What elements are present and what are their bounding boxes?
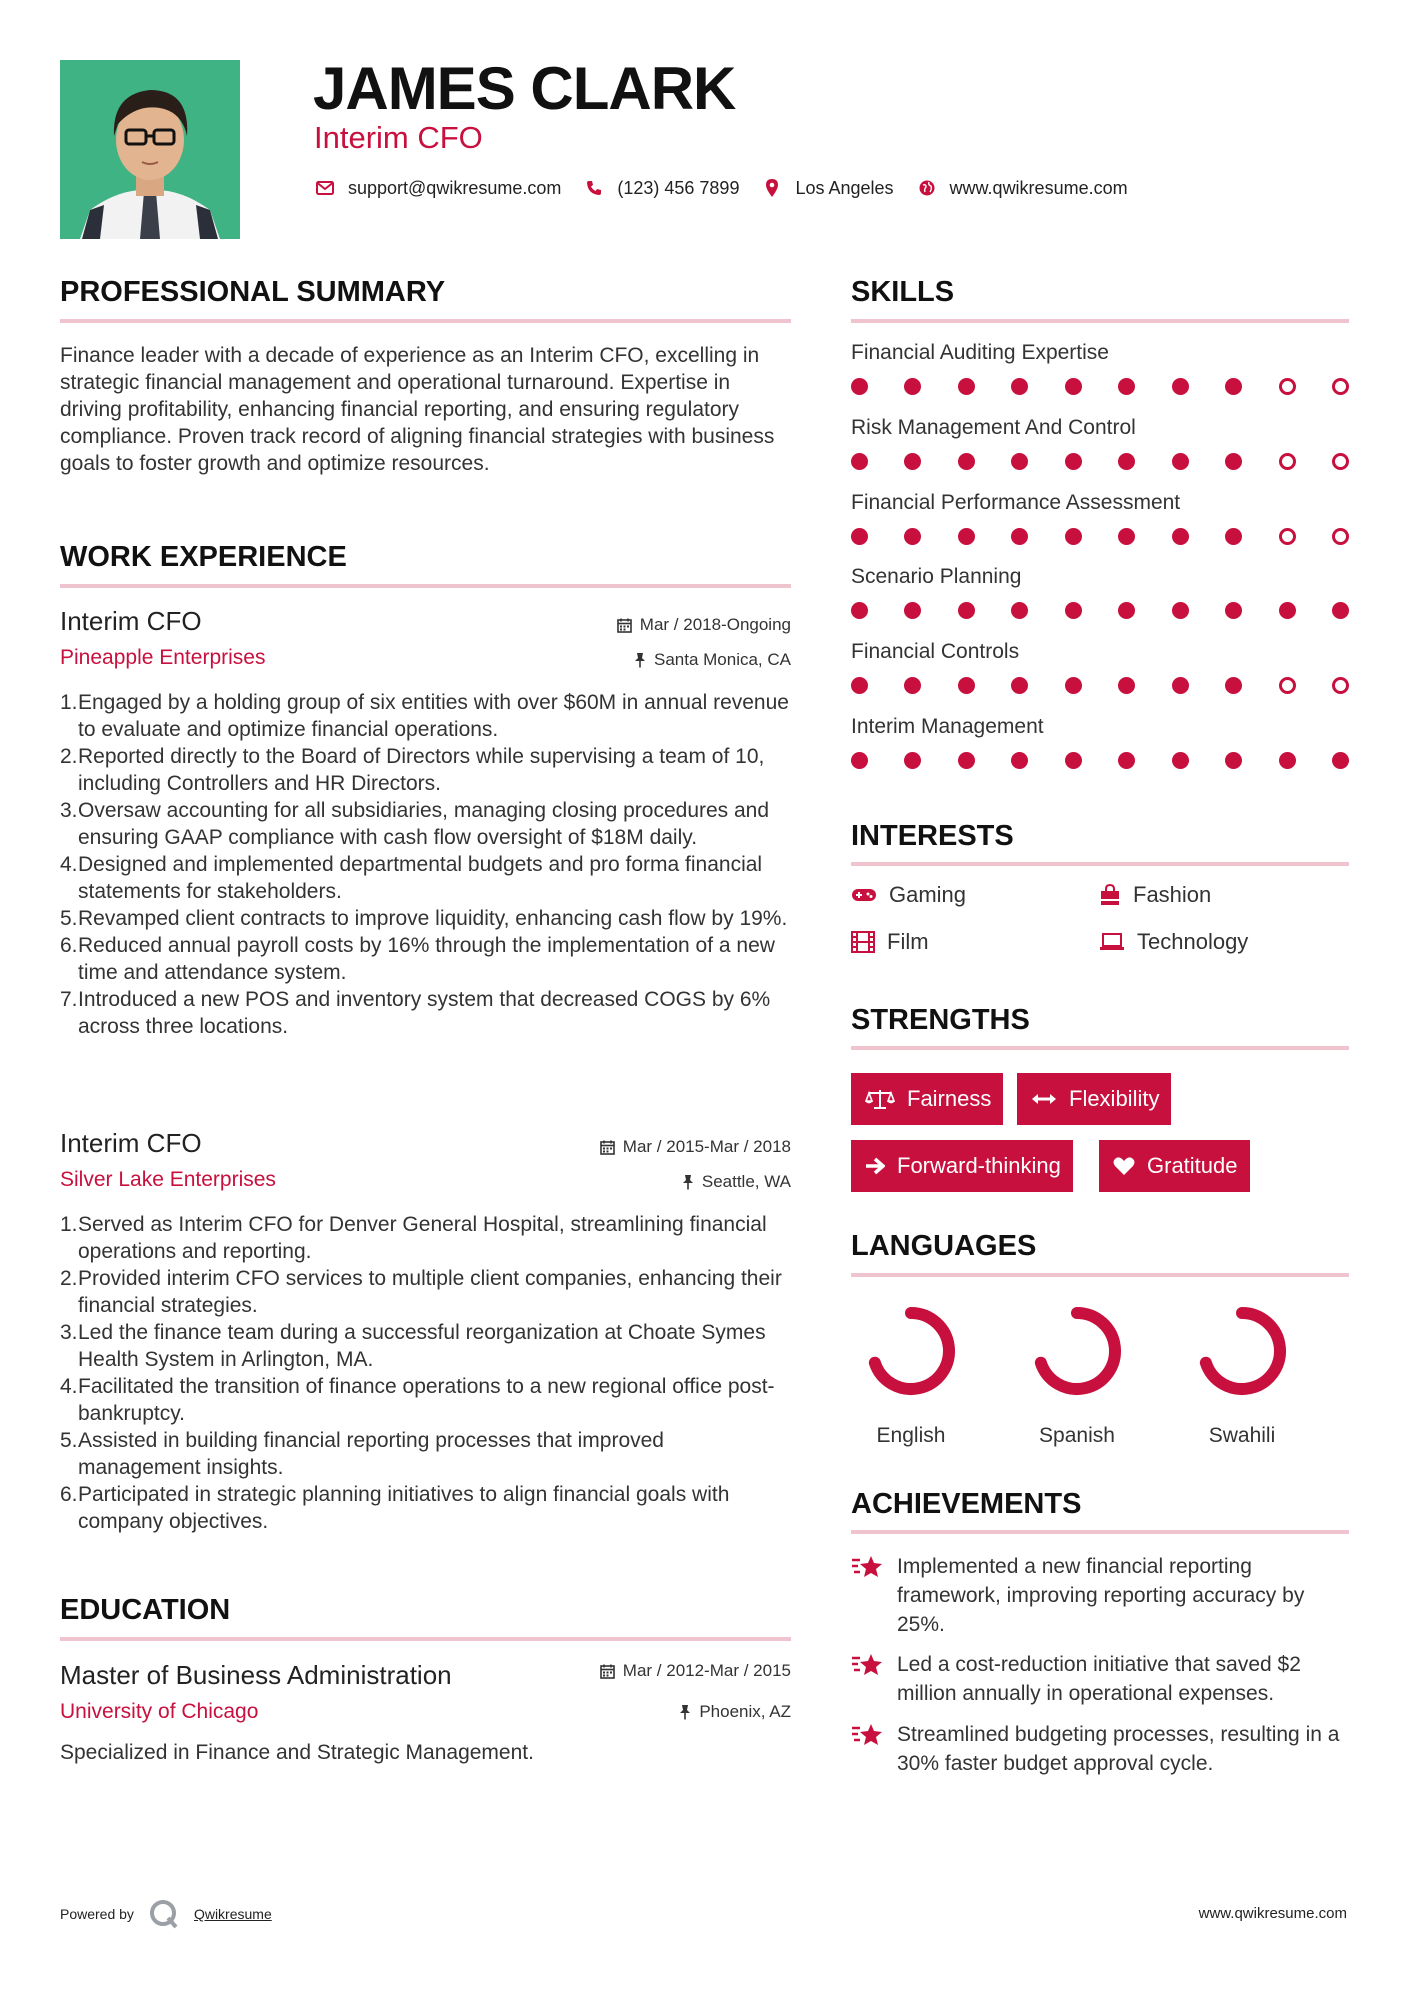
heart-icon — [1113, 1156, 1135, 1176]
skill-dot-filled — [1172, 752, 1189, 769]
skill-dot-filled — [1011, 602, 1028, 619]
strength-badge — [1017, 1073, 1171, 1125]
list-item: 7. Introduced a new POS and inventory system that decreased COGS by 6% across three locations. — [60, 988, 771, 1038]
footer-powered-by — [60, 1898, 272, 1930]
calendar-icon — [600, 1664, 615, 1679]
shooting-star-icon — [851, 1722, 883, 1748]
balance-scale-icon — [865, 1088, 895, 1110]
skill-item — [851, 565, 1349, 640]
skill-dot-filled — [1225, 752, 1242, 769]
laptop-icon — [1099, 932, 1125, 952]
contact-phone[interactable]: (123) 456 7899 — [617, 177, 740, 198]
interests-divider — [851, 862, 1349, 866]
skill-dot-empty — [1332, 453, 1349, 470]
list-item: 1. Engaged by a holding group of six entities with over $60M in annual revenue to evaluate and optimize financial operations. — [60, 691, 789, 741]
skill-dot-filled — [1065, 677, 1082, 694]
skill-dot-filled — [1172, 528, 1189, 545]
skill-dot-empty — [1279, 528, 1296, 545]
skill-item — [851, 341, 1349, 416]
strength-badge — [851, 1140, 1073, 1192]
skill-dot-filled — [1118, 602, 1135, 619]
experience-divider — [60, 584, 791, 588]
job-bullets — [60, 1211, 791, 1535]
powered-by-label: Powered by — [60, 1906, 134, 1922]
list-item: 2. Reported directly to the Board of Directors while supervising a team of 10, including Controllers and HR Directors. — [60, 745, 765, 795]
contact-bar — [314, 177, 1150, 199]
skill-dot-filled — [1225, 677, 1242, 694]
achievements-divider — [851, 1530, 1349, 1534]
phone-icon — [583, 177, 605, 199]
skill-dot-filled — [1065, 453, 1082, 470]
skill-dot-filled — [904, 752, 921, 769]
list-item: 5. Assisted in building financial reporting processes that improved management insights. — [60, 1429, 664, 1479]
job-dates-text: Mar / 2018-Ongoing — [639, 615, 791, 634]
skill-item — [851, 640, 1349, 715]
education-title: EDUCATION — [60, 1594, 231, 1626]
job-dates-text: Mar / 2015-Mar / 2018 — [622, 1137, 791, 1156]
list-item: 5. Revamped client contracts to improve liquidity, enhancing cash flow by 19%. — [60, 907, 788, 930]
language-level-ring — [1192, 1301, 1292, 1401]
skill-dot-filled — [958, 378, 975, 395]
skill-dot-filled — [1332, 752, 1349, 769]
candidate-name: JAMES CLARK — [313, 55, 736, 122]
skill-dot-filled — [1172, 602, 1189, 619]
footer-website[interactable]: www.qwikresume.com — [1198, 1905, 1347, 1922]
skill-name: Financial Performance Assessment — [851, 491, 1181, 514]
interest-label: Technology — [1137, 929, 1249, 954]
skill-dot-filled — [851, 528, 868, 545]
interest-label: Fashion — [1133, 882, 1212, 907]
candidate-role: Interim CFO — [314, 120, 483, 155]
achievement-item — [851, 1552, 1349, 1639]
calendar-icon — [617, 618, 632, 633]
summary-divider — [60, 319, 791, 323]
interest-item — [1099, 882, 1211, 908]
strength-label: Fairness — [907, 1086, 992, 1111]
skill-dot-filled — [1172, 453, 1189, 470]
skill-dot-filled — [1225, 528, 1242, 545]
skills-list — [851, 341, 1349, 790]
strengths-divider — [851, 1046, 1349, 1050]
calendar-icon — [600, 1140, 615, 1155]
skill-dot-filled — [851, 378, 868, 395]
languages-divider — [851, 1273, 1349, 1277]
education-dates — [391, 1661, 791, 1681]
skill-name: Risk Management And Control — [851, 416, 1136, 439]
skill-dot-filled — [851, 453, 868, 470]
skill-dot-filled — [1332, 602, 1349, 619]
job-title: Interim CFO — [60, 1128, 202, 1158]
list-item: 6. Reduced annual payroll costs by 16% through the implementation of a new time and attendance system. — [60, 934, 775, 984]
job-company: Silver Lake Enterprises — [60, 1168, 276, 1191]
skill-dot-filled — [958, 752, 975, 769]
achievement-item — [851, 1720, 1349, 1778]
achievements-title: ACHIEVEMENTS — [851, 1488, 1082, 1520]
shopping-bag-icon — [1099, 884, 1121, 906]
pushpin-icon — [634, 652, 646, 668]
skill-dot-filled — [1225, 602, 1242, 619]
skill-dot-filled — [1065, 378, 1082, 395]
skill-dot-empty — [1279, 453, 1296, 470]
language-label: Swahili — [1208, 1424, 1276, 1447]
strength-label: Gratitude — [1147, 1153, 1238, 1178]
skill-dot-filled — [1118, 752, 1135, 769]
list-item: 1. Served as Interim CFO for Denver General Hospital, streamlining financial operations and reporting. — [60, 1213, 767, 1263]
skill-dot-filled — [1118, 378, 1135, 395]
list-item: 3. Led the finance team during a successful reorganization at Choate Symes Health System in Arlington, MA. — [60, 1321, 766, 1371]
skill-dot-filled — [1011, 378, 1028, 395]
skill-dot-filled — [1279, 602, 1296, 619]
interest-label: Gaming — [889, 882, 967, 907]
language-label: English — [876, 1424, 946, 1447]
skill-dot-filled — [904, 602, 921, 619]
summary-title: PROFESSIONAL SUMMARY — [60, 276, 446, 308]
strength-badge — [851, 1073, 1003, 1125]
skill-dot-filled — [1172, 378, 1189, 395]
achievement-text: Led a cost-reduction initiative that saved $2 million annually in operational expenses. — [897, 1653, 1301, 1705]
skill-dot-filled — [1011, 528, 1028, 545]
job-location — [391, 650, 791, 670]
achievement-item — [851, 1650, 1349, 1708]
skill-dot-filled — [1279, 752, 1296, 769]
job-location — [391, 1172, 791, 1192]
pushpin-icon — [679, 1704, 691, 1720]
education-degree: Master of Business Administration — [60, 1660, 452, 1690]
profile-photo — [60, 60, 240, 239]
skill-dot-filled — [958, 528, 975, 545]
language-level-arc — [1041, 1313, 1115, 1389]
strengths-title: STRENGTHS — [851, 1004, 1030, 1036]
skill-rating — [851, 378, 1349, 395]
skill-dot-filled — [1065, 602, 1082, 619]
summary-text: Finance leader with a decade of experience as an Interim CFO, excelling in strategic financial management and operational turnaround. Expertise in driving profitability, enhancing financial reporting, and ensuring regulatory compliance. Proven track record of aligning financial strategies with business goals to foster growth and optimize resources. — [60, 344, 775, 475]
language-label: Spanish — [1039, 1424, 1115, 1447]
skill-dot-empty — [1332, 378, 1349, 395]
skill-dot-filled — [851, 602, 868, 619]
skill-dot-empty — [1279, 378, 1296, 395]
contact-website[interactable]: www.qwikresume.com — [949, 177, 1128, 198]
skill-dot-filled — [904, 378, 921, 395]
skill-dot-filled — [958, 453, 975, 470]
shooting-star-icon — [851, 1652, 883, 1678]
strength-label: Flexibility — [1069, 1086, 1160, 1111]
skill-item — [851, 715, 1349, 790]
skill-dot-filled — [1011, 677, 1028, 694]
languages-title: LANGUAGES — [851, 1230, 1037, 1262]
skill-dot-filled — [904, 453, 921, 470]
language-level-arc — [875, 1313, 949, 1389]
skill-dot-filled — [851, 677, 868, 694]
skill-name: Scenario Planning — [851, 565, 1022, 588]
skill-name: Interim Management — [851, 715, 1044, 738]
skills-title: SKILLS — [851, 276, 955, 308]
job-dates — [391, 615, 791, 635]
experience-title: WORK EXPERIENCE — [60, 541, 347, 573]
language-level-ring — [861, 1301, 961, 1401]
map-marker-icon — [761, 177, 783, 199]
interest-item — [851, 929, 929, 955]
skill-dot-filled — [1225, 378, 1242, 395]
skill-dot-filled — [851, 752, 868, 769]
skill-dot-filled — [904, 528, 921, 545]
achievement-text: Implemented a new financial reporting framework, improving reporting accuracy by 25%. — [897, 1555, 1305, 1636]
interests-title: INTERESTS — [851, 820, 1014, 852]
qwikresume-logo-icon — [148, 1898, 180, 1930]
skill-dot-filled — [1118, 528, 1135, 545]
list-item: 6. Participated in strategic planning initiatives to align financial goals with company objectives. — [60, 1483, 730, 1533]
list-item: 2. Provided interim CFO services to multiple client companies, enhancing their financial strategies. — [60, 1267, 782, 1317]
skill-dot-filled — [958, 677, 975, 694]
skills-divider — [851, 319, 1349, 323]
strength-badge — [1099, 1140, 1250, 1192]
skill-name: Financial Auditing Expertise — [851, 341, 1109, 364]
job-location-text: Seattle, WA — [701, 1172, 791, 1191]
language-item — [1187, 1301, 1297, 1448]
shooting-star-icon — [851, 1554, 883, 1580]
contact-email[interactable]: support@qwikresume.com — [348, 177, 562, 198]
skill-name: Financial Controls — [851, 640, 1020, 663]
interest-label: Film — [887, 929, 929, 954]
pushpin-icon — [682, 1174, 694, 1190]
brand-link[interactable]: Qwikresume — [193, 1906, 272, 1922]
education-note: Specialized in Finance and Strategic Management. — [60, 1741, 534, 1764]
skill-item — [851, 491, 1349, 565]
language-item — [856, 1301, 966, 1448]
skill-dot-filled — [1225, 453, 1242, 470]
skill-dot-filled — [1065, 752, 1082, 769]
skill-item — [851, 416, 1349, 491]
skill-dot-filled — [958, 602, 975, 619]
contact-location: Los Angeles — [795, 177, 894, 198]
interest-item — [851, 882, 966, 908]
skill-rating — [851, 528, 1349, 545]
job-location-text: Santa Monica, CA — [653, 650, 791, 669]
strength-label: Forward-thinking — [897, 1153, 1061, 1178]
globe-icon — [916, 177, 938, 199]
job-company: Pineapple Enterprises — [60, 646, 266, 669]
skill-rating — [851, 602, 1349, 619]
language-level-arc — [1206, 1313, 1280, 1389]
skill-dot-filled — [1011, 752, 1028, 769]
skill-dot-filled — [1118, 453, 1135, 470]
skill-dot-filled — [1011, 453, 1028, 470]
gamepad-icon — [851, 887, 877, 903]
arrow-right-icon — [865, 1157, 885, 1175]
skill-dot-filled — [1118, 677, 1135, 694]
job-dates — [391, 1137, 791, 1157]
list-item: 4. Facilitated the transition of finance operations to a new regional office post-bankruptcy. — [60, 1375, 775, 1425]
language-level-ring — [1027, 1301, 1127, 1401]
skill-dot-empty — [1332, 677, 1349, 694]
language-item — [1022, 1301, 1132, 1448]
skill-dot-filled — [904, 677, 921, 694]
skill-rating — [851, 752, 1349, 769]
education-school: University of Chicago — [60, 1700, 259, 1723]
skill-dot-empty — [1279, 677, 1296, 694]
job-bullets — [60, 689, 791, 1040]
envelope-icon — [314, 177, 336, 199]
list-item: 4. Designed and implemented departmental budgets and pro forma financial statements for stakeholders. — [60, 853, 763, 903]
interest-item — [1099, 929, 1248, 955]
education-location-text: Phoenix, AZ — [699, 1702, 791, 1721]
list-item: 3. Oversaw accounting for all subsidiaries, managing closing procedures and ensuring GAAP compliance with cash flow oversight of $18M daily. — [60, 799, 770, 849]
arrows-horizontal-icon — [1031, 1092, 1057, 1106]
film-icon — [851, 931, 875, 953]
skill-dot-empty — [1332, 528, 1349, 545]
job-title: Interim CFO — [60, 606, 202, 636]
achievement-text: Streamlined budgeting processes, resulting in a 30% faster budget approval cycle. — [897, 1723, 1340, 1775]
education-divider — [60, 1637, 791, 1641]
education-dates-text: Mar / 2012-Mar / 2015 — [622, 1661, 791, 1680]
skill-dot-filled — [1172, 677, 1189, 694]
skill-dot-filled — [1065, 528, 1082, 545]
education-location — [391, 1702, 791, 1722]
skill-rating — [851, 677, 1349, 694]
skill-rating — [851, 453, 1349, 470]
